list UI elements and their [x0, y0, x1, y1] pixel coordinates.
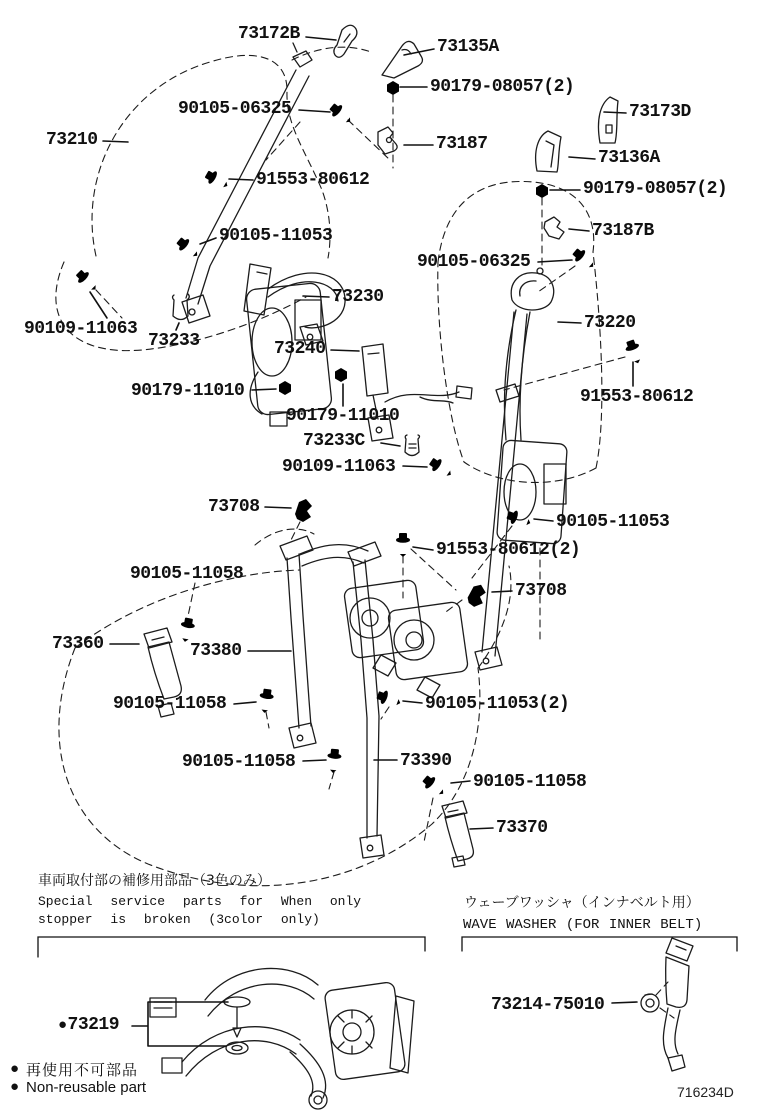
- part-label-73172B: 73172B: [238, 24, 300, 44]
- part-label-90179-11010-1: 90179-11010: [131, 381, 245, 401]
- legend-jp-text: 再使用不可部品: [26, 1061, 139, 1079]
- part-label-90179-08057-2: 90179-08057(2): [583, 179, 728, 199]
- part-label-90105-11053-3: 90105-11053(2): [425, 694, 570, 714]
- part-label-73230: 73230: [332, 287, 384, 307]
- part-label-73187B: 73187B: [592, 221, 654, 241]
- part-label-73220: 73220: [584, 313, 636, 333]
- part-label-91553-80612-2: 91553-80612: [580, 387, 694, 407]
- part-label-90109-11063-1: 90109-11063: [24, 319, 138, 339]
- part-label-73708-1: 73708: [208, 497, 260, 517]
- part-label-90179-08057-1: 90179-08057(2): [430, 77, 575, 97]
- legend-non-reusable-en: [10, 1079, 146, 1096]
- part-label-90179-11010-2: 90179-11010: [286, 406, 400, 426]
- non-reusable-bullet-icon: ●: [10, 1079, 20, 1096]
- part-label-90105-11053-2: 90105-11053: [556, 512, 670, 532]
- part-label-73210: 73210: [46, 130, 98, 150]
- note-jp-wave-washer: ウェーブワッシャ（インナベルト用）: [464, 895, 700, 911]
- part-label-91553-80612-1: 91553-80612: [256, 170, 370, 190]
- part-label-91553-80612-3: 91553-80612(2): [436, 540, 581, 560]
- non-reusable-bullet-icon: ●: [58, 1017, 67, 1034]
- part-label-90105-06325-1: 90105-06325: [178, 99, 292, 119]
- part-label-73173D: 73173D: [629, 102, 691, 122]
- part-label-90105-11058-1: 90105-11058: [130, 564, 244, 584]
- part-label-73219-text: 73219: [67, 1015, 120, 1035]
- part-label-90105-11058-4: 90105-11058: [473, 772, 587, 792]
- part-label-73360: 73360: [52, 634, 104, 654]
- doc-code: 716234D: [677, 1084, 734, 1100]
- part-label-73219: [58, 1016, 119, 1035]
- part-label-73708-2: 73708: [515, 581, 567, 601]
- part-label-90105-06325-2: 90105-06325: [417, 252, 531, 272]
- part-label-73233C: 73233C: [303, 431, 365, 451]
- part-label-73136A: 73136A: [598, 148, 660, 168]
- legend-non-reusable-jp: [10, 1059, 138, 1080]
- part-label-73233: 73233: [148, 331, 200, 351]
- part-label-73187: 73187: [436, 134, 488, 154]
- note-en-wave-washer: WAVE WASHER (FOR INNER BELT): [463, 917, 703, 933]
- part-label-90105-11058-2: 90105-11058: [113, 694, 227, 714]
- part-label-90105-11058-3: 90105-11058: [182, 752, 296, 772]
- part-label-90105-11053-1: 90105-11053: [219, 226, 333, 246]
- part-label-73390: 73390: [400, 751, 452, 771]
- legend-en-text: Non-reusable part: [26, 1079, 147, 1096]
- part-label-73370: 73370: [496, 818, 548, 838]
- note-en-special-line2: stopper is broken (3color only): [38, 912, 320, 927]
- part-label-73380: 73380: [190, 641, 242, 661]
- part-label-73240: 73240: [274, 339, 326, 359]
- note-en-special-line1: Special service parts for When only: [38, 894, 362, 909]
- part-label-73135A: 73135A: [437, 37, 499, 57]
- part-label-73214-75010: 73214-75010: [491, 995, 605, 1015]
- part-label-90109-11063-2: 90109-11063: [282, 457, 396, 477]
- note-jp-special-service: 車両取付部の補修用部品（3色のみ）: [38, 873, 271, 889]
- non-reusable-bullet-icon: ●: [10, 1061, 20, 1078]
